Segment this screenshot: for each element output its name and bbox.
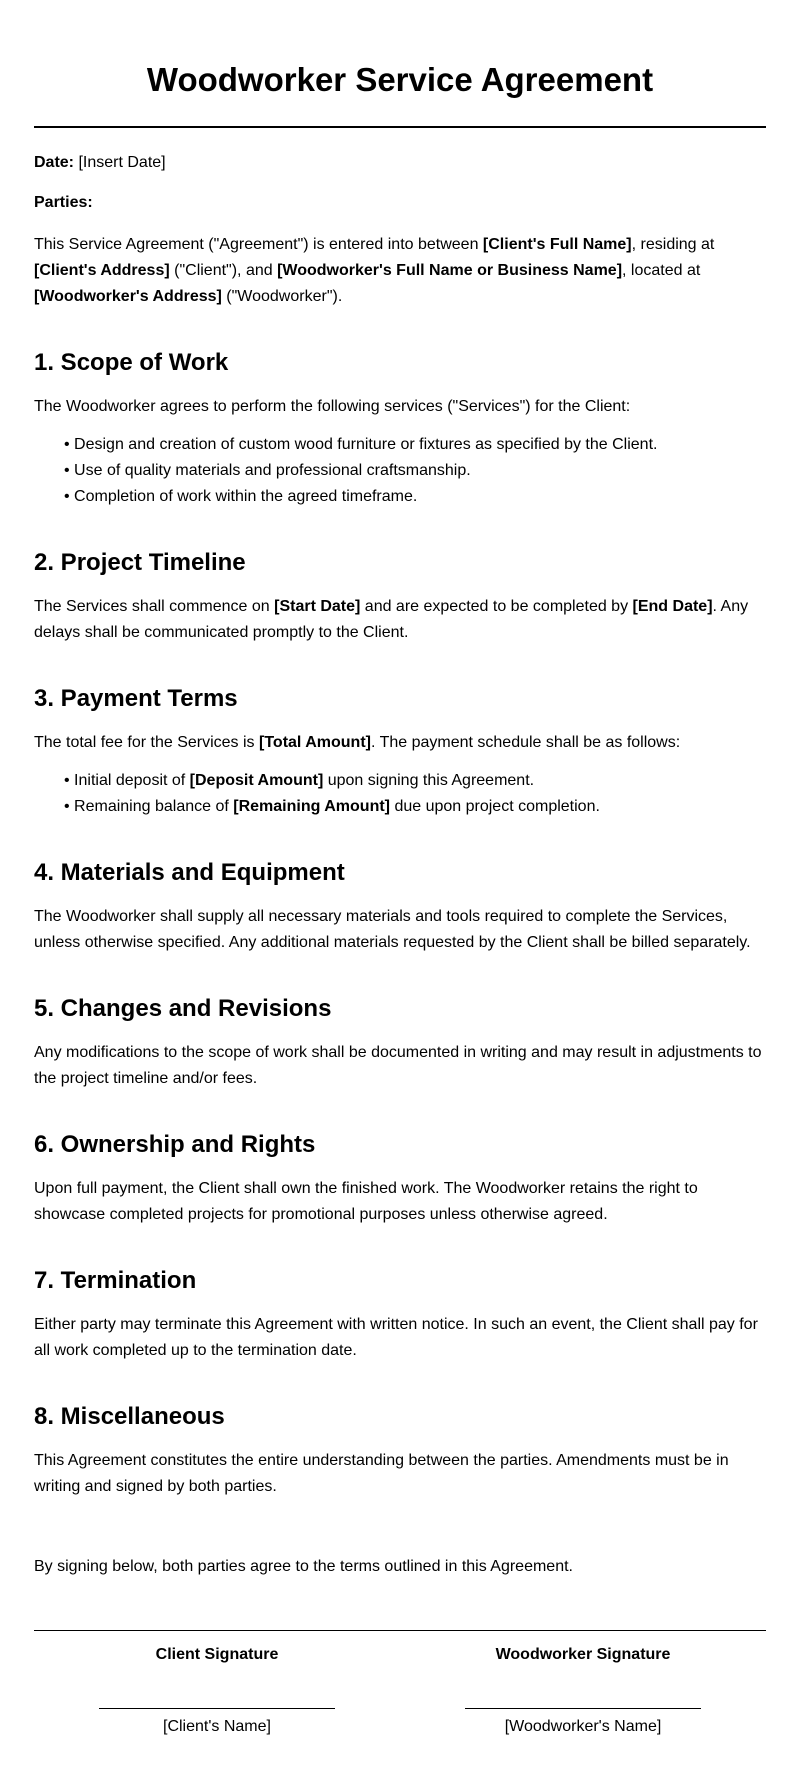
intro-paragraph — [34, 232, 766, 310]
woodworker-name-placeholder: [Woodworker's Name] — [504, 1718, 662, 1735]
title-divider — [34, 126, 766, 128]
client-full-name-placeholder: [Client's Full Name] — [482, 236, 632, 253]
timeline-text: . Any delays shall be communicated promptly to the Client. — [34, 598, 749, 641]
section-heading-termination: 7. Termination — [34, 1267, 197, 1294]
remaining-amount-placeholder: [Remaining Amount] — [233, 798, 390, 815]
woodworker-signature-block — [400, 1645, 766, 1737]
deposit-amount-placeholder: [Deposit Amount] — [189, 772, 324, 789]
section-heading-ownership: 6. Ownership and Rights — [34, 1131, 316, 1158]
list-item — [64, 768, 766, 794]
list-item — [64, 794, 766, 820]
payment-item-text: due upon project completion. — [390, 798, 600, 815]
intro-text: ("Woodworker"). — [221, 288, 343, 305]
woodworker-address-placeholder: [Woodworker's Address] — [34, 288, 222, 305]
payment-list — [34, 768, 766, 820]
section-body-changes: Any modifications to the scope of work shall be documented in writing and may result in adjustments to the project timeline and/or fees. — [34, 1044, 762, 1087]
woodworker-name-placeholder: [Woodworker's Full Name or Business Name] — [277, 262, 623, 279]
list-item: • Use of quality materials and professional craftsmanship. — [64, 458, 766, 484]
section-heading-payment: 3. Payment Terms — [34, 685, 238, 712]
section-body-miscellaneous: This Agreement constitutes the entire understanding between the parties. Amendments must be in writing and signed by both parties. — [34, 1452, 729, 1495]
signature-block — [0, 1645, 800, 1737]
intro-text: , residing at — [631, 236, 715, 253]
payment-text: The total fee for the Services is — [34, 734, 259, 751]
section-heading-timeline: 2. Project Timeline — [34, 549, 246, 576]
parties-label: Parties: — [34, 194, 93, 211]
signature-divider — [34, 1630, 766, 1631]
intro-text: ("Client"), and — [169, 262, 278, 279]
woodworker-signature-title: Woodworker Signature — [495, 1646, 671, 1663]
list-item: • Completion of work within the agreed timeframe. — [64, 484, 766, 510]
payment-item-text: Remaining balance of — [74, 798, 234, 815]
payment-item-text: upon signing this Agreement. — [323, 772, 535, 789]
section-body-materials: The Woodworker shall supply all necessary materials and tools required to complete the Services, unless otherwise specified. Any additional materials requested by the Client shall be billed separately. — [34, 908, 751, 951]
client-signature-line — [99, 1708, 335, 1709]
payment-item-text: Initial deposit of — [74, 772, 190, 789]
woodworker-signature-line — [465, 1708, 701, 1709]
total-amount-placeholder: [Total Amount] — [259, 734, 371, 751]
document-title: Woodworker Service Agreement — [146, 61, 654, 98]
document-body — [0, 150, 800, 1580]
intro-text: This Service Agreement ("Agreement") is entered into between — [34, 236, 483, 253]
section-heading-scope: 1. Scope of Work — [34, 349, 229, 376]
timeline-text: and are expected to be completed by — [360, 598, 633, 615]
intro-text: , located at — [622, 262, 701, 279]
end-date-placeholder: [End Date] — [632, 598, 713, 615]
client-signature-title: Client Signature — [155, 1646, 279, 1663]
client-name-placeholder: [Client's Name] — [163, 1718, 271, 1735]
section-body-ownership: Upon full payment, the Client shall own the finished work. The Woodworker retains the right to showcase completed projects for promotional purposes unless otherwise agreed. — [34, 1180, 698, 1223]
section-body-payment — [34, 730, 766, 756]
list-item: • Design and creation of custom wood furniture or fixtures as specified by the Client. — [64, 432, 766, 458]
client-signature-block — [34, 1645, 400, 1737]
scope-list — [34, 432, 766, 510]
section-body-timeline — [34, 594, 766, 646]
section-heading-materials: 4. Materials and Equipment — [34, 859, 345, 886]
start-date-placeholder: [Start Date] — [274, 598, 361, 615]
closing-statement: By signing below, both parties agree to the terms outlined in this Agreement. — [34, 1558, 573, 1575]
date-label: Date: — [34, 154, 75, 171]
date-value: [Insert Date] — [78, 154, 166, 171]
client-address-placeholder: [Client's Address] — [34, 262, 170, 279]
timeline-text: The Services shall commence on — [34, 598, 275, 615]
date-line — [34, 150, 766, 176]
section-body-termination: Either party may terminate this Agreement with written notice. In such an event, the Client shall pay for all work completed up to the termination date. — [34, 1316, 758, 1359]
section-heading-changes: 5. Changes and Revisions — [34, 995, 332, 1022]
section-body-scope: The Woodworker agrees to perform the following services ("Services") for the Client: — [34, 398, 631, 415]
section-heading-miscellaneous: 8. Miscellaneous — [34, 1403, 225, 1430]
payment-text: . The payment schedule shall be as follows: — [370, 734, 681, 751]
